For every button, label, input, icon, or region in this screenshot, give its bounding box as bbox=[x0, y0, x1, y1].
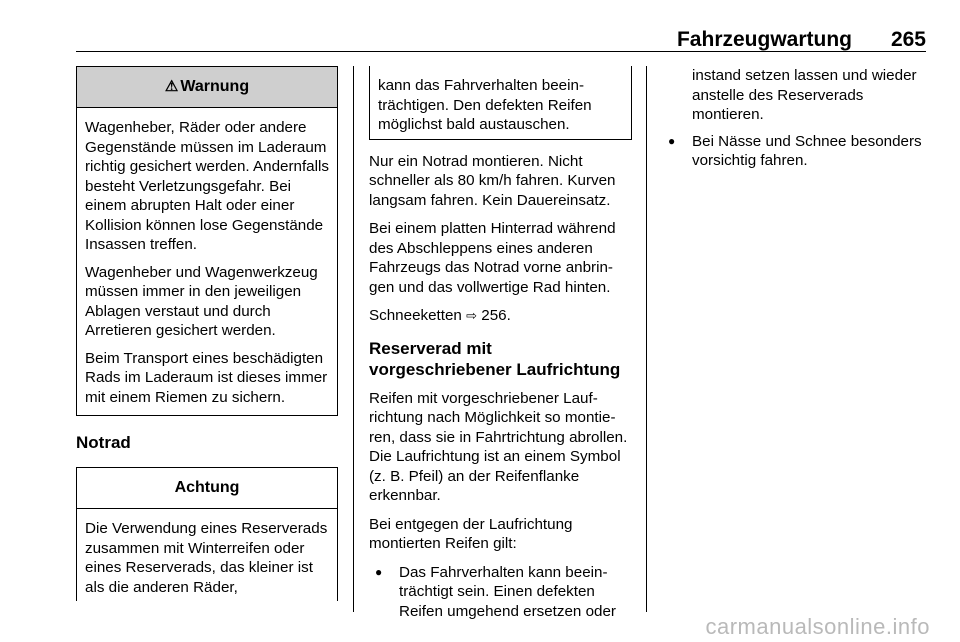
body-paragraph: Reifen mit vorgeschriebener Laufrichtung nach Möglichkeit so montieren, dass sie in Fahrtrichtung abrollen. Die Laufrichtung ist an einem Symbol (z. B. Pfeil) an der Reifenflanke erkennbar. bbox=[369, 389, 628, 504]
list-item: ● Das Fahrverhalten kann beeinträchtigt sein. Einen defekten Reifen umgehend ersetzen oder bbox=[369, 563, 632, 622]
column-divider-left bbox=[353, 66, 354, 612]
caution-paragraph-cont: kann das Fahrverhalten beeinträchtigen. Den defekten Reifen möglichst bald austauschen. bbox=[378, 77, 592, 133]
warning-paragraph: Wagenheber und Wagenwerkzeug müssen immer in den jeweiligen Ablagen verstaut und durch Arretieren gesichert werden. bbox=[85, 263, 318, 339]
caution-paragraph: Die Verwendung eines Reserverads zusammen mit Winterreifen oder eines Reserverads, das kleiner ist als die anderen Räder, bbox=[85, 520, 328, 596]
cross-reference bbox=[369, 306, 632, 326]
watermark: carmanualsonline.info bbox=[705, 614, 930, 639]
bullet-list bbox=[662, 66, 932, 171]
page-number: 265 bbox=[890, 28, 926, 51]
caution-box-body bbox=[77, 509, 337, 601]
list-item-continued: instand setzen lassen und wieder anstelle des Reserverads montieren. bbox=[692, 67, 917, 123]
body-paragraph: Bei entgegen der Laufrichtung montierten Reifen gilt: bbox=[369, 515, 573, 552]
warning-paragraph: Beim Transport eines beschädigten Rads im Laderaum ist dieses immer mit einem Riemen zu sichern. bbox=[85, 349, 328, 406]
caution-box bbox=[76, 467, 338, 601]
column-3 bbox=[662, 66, 932, 178]
column-divider-right bbox=[646, 66, 647, 612]
caution-title: Achtung bbox=[174, 479, 240, 497]
caution-box-continuation bbox=[369, 66, 632, 140]
body-paragraph: Bei einem platten Hinterrad während des Abschleppens eines anderen Fahrzeugs das Notrad vorne anbringen und das vollwertige Rad hinten. bbox=[369, 220, 616, 296]
section-heading-reserverad: Reserverad mit vorgeschriebener Laufrichtung bbox=[369, 338, 621, 379]
warning-box-header bbox=[77, 67, 337, 108]
list-item: ● Bei Nässe und Schnee besonders vorsichtig fahren. bbox=[662, 132, 932, 171]
column-1 bbox=[76, 66, 338, 601]
warning-box bbox=[76, 66, 338, 416]
caution-box-header bbox=[77, 468, 337, 509]
header-rule bbox=[76, 51, 926, 52]
reference-label: Schneeketten bbox=[369, 307, 462, 324]
warning-title: Warnung bbox=[180, 78, 250, 96]
warning-box-body bbox=[77, 108, 337, 407]
bullet-list bbox=[369, 563, 632, 622]
warning-triangle-icon: ⚠ bbox=[164, 78, 179, 96]
section-heading-notrad: Notrad bbox=[76, 433, 131, 452]
reference-arrow-icon: ⇨ bbox=[466, 308, 478, 323]
body-paragraph: Nur ein Notrad montieren. Nicht schneller als 80 km/h fahren. Kurven langsam fahren. Kein Dauereinsatz. bbox=[369, 152, 616, 209]
warning-paragraph: Wagenheber, Räder oder andere Gegenstände müssen im Laderaum richtig gesichert werden. Andernfalls besteht Verletzungsgefahr. Bei einem abrupten Halt oder einer Kollision können lose Gegenstände Insassen treffen. bbox=[85, 119, 329, 253]
page-header-title: Fahrzeugwartung bbox=[676, 28, 852, 51]
column-2 bbox=[369, 66, 632, 628]
reference-page: 256. bbox=[481, 307, 511, 324]
